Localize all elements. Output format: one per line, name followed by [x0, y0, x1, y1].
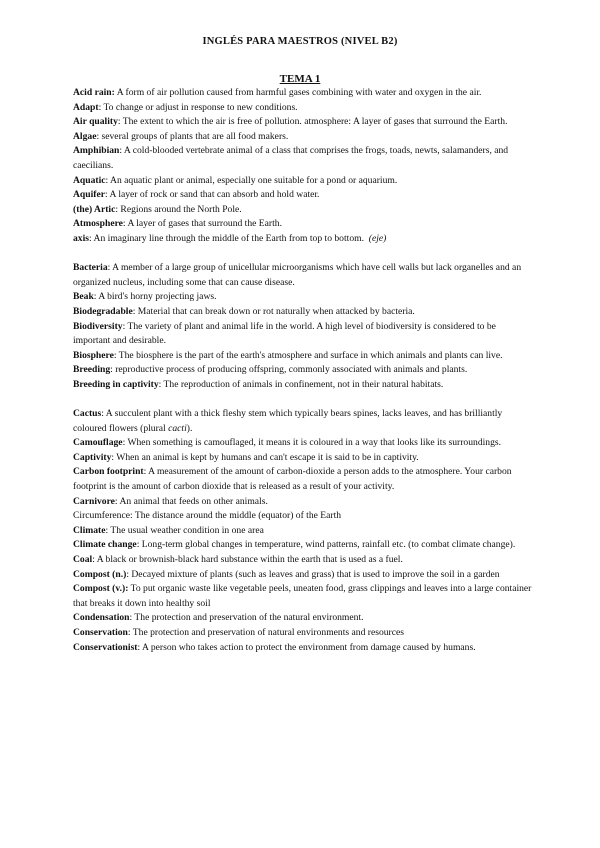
glossary-term: Carnivore [73, 495, 115, 507]
glossary-term: Amphibian [73, 145, 120, 157]
glossary-definition: : When something is camouflaged, it means it is coloured in a way that looks like its surroundings. [122, 437, 502, 449]
glossary-definition: : The protection and preservation of natural environments and resources [127, 626, 404, 638]
glossary-definition: : An aquatic plant or animal, especially one suitable for a pond or aquarium. [105, 174, 398, 186]
glossary-term: Captivity [73, 451, 112, 463]
glossary-definition: : An imaginary line through the middle of the Earth from top to bottom. [89, 232, 364, 244]
section-gap [73, 247, 535, 262]
glossary-definition: : A bird's horny projecting jaws. [93, 291, 217, 303]
glossary-entry [73, 305, 535, 320]
glossary-entry [73, 553, 535, 568]
glossary-term: Biosphere [73, 349, 114, 361]
glossary-definition: : Regions around the North Pole. [115, 203, 242, 215]
glossary-entry [73, 174, 535, 189]
glossary-definition: : An animal that feeds on other animals. [114, 495, 268, 507]
glossary-term: Biodegradable [73, 305, 133, 317]
glossary-term: axis [73, 232, 89, 244]
glossary-definition: : A member of a large group of unicellular microorganisms which have cell walls but lack organelles and an organized nucleus, including some that can cause disease. [73, 262, 522, 288]
glossary-definition: : A cold-blooded vertebrate animal of a class that comprises the frogs, toads, newts, salamanders, and caecilians. [73, 145, 509, 171]
glossary-definition: : A layer of gases that surround the Earth. [122, 218, 282, 230]
glossary-term: Cactus [73, 408, 102, 420]
glossary-term: Compost (n.) [73, 568, 127, 580]
glossary-entry [73, 465, 535, 494]
glossary-term: (the) Artic [73, 203, 116, 215]
glossary-definition: : Material that can break down or rot naturally when attacked by bacteria. [132, 305, 415, 317]
glossary-term: Carbon footprint [73, 466, 144, 478]
glossary-definition: Circumference: The distance around the middle (equator) of the Earth [73, 510, 342, 522]
glossary-entry [73, 582, 535, 611]
glossary-term: Coal [73, 554, 93, 565]
glossary-definition: : Decayed mixture of plants (such as leaves and grass) that is used to improve the soil in a garden [126, 568, 500, 580]
glossary-entry [73, 611, 535, 626]
glossary-entry [73, 130, 535, 145]
glossary-definition: : The biosphere is the part of the earth's atmosphere and surface in which animals and plants can live. [113, 349, 503, 361]
glossary-entry [73, 261, 535, 290]
glossary-entry [73, 641, 535, 656]
glossary-entry [73, 626, 535, 641]
glossary-entry [73, 509, 535, 524]
glossary-definition: : The reproduction of animals in confinement, not in their natural habitats. [158, 378, 444, 390]
glossary-list [73, 86, 535, 655]
glossary-entry [73, 101, 535, 116]
glossary-term: Acid rain: [73, 87, 115, 98]
document-title: INGLÉS PARA MAESTROS (NIVEL B2) [202, 36, 398, 47]
glossary-note: (eje) [368, 232, 387, 244]
glossary-definition: : A measurement of the amount of carbon-dioxide a person adds to the atmosphere. Your carbon footprint is the amount of carbon dioxide that is released as a result of your activity. [73, 466, 512, 493]
glossary-entry [73, 320, 535, 349]
glossary-term: Conservation [73, 626, 128, 638]
glossary-entry [73, 568, 535, 583]
glossary-term: Climate [73, 524, 106, 536]
glossary-definition: : reproductive process of producing offspring, commonly associated with animals and plants. [110, 364, 468, 376]
glossary-definition: : The variety of plant and animal life in the world. A high level of biodiversity is considered to be important and desirable. [73, 320, 496, 347]
glossary-italic: cacti [168, 422, 187, 434]
glossary-entry [73, 86, 535, 101]
glossary-entry [73, 538, 535, 553]
glossary-term: Beak [73, 291, 94, 303]
glossary-entry [73, 232, 535, 247]
glossary-term: Breeding [73, 364, 111, 376]
glossary-term: Algae [73, 130, 97, 142]
glossary-term: Biodiversity [73, 320, 123, 332]
glossary-term: Condensation [73, 612, 130, 624]
glossary-entry [73, 203, 535, 218]
glossary-definition: : To change or adjust in response to new conditions. [98, 101, 298, 113]
glossary-entry [73, 363, 535, 378]
glossary-term: Atmosphere [73, 218, 123, 230]
glossary-definition: : The protection and preservation of the natural environment. [129, 612, 364, 624]
glossary-entry [73, 290, 535, 305]
glossary-entry [73, 451, 535, 466]
glossary-definition: To put organic waste like vegetable peels, uneaten food, grass clippings and leaves into a large container that breaks it down into healthy soil [73, 583, 532, 609]
glossary-term: Aquifer [73, 189, 105, 201]
glossary-definition: : Long-term global changes in temperature, wind patterns, rainfall etc. (to combat climate change). [136, 539, 516, 551]
glossary-term: Conservationist [73, 641, 138, 653]
glossary-term: Bacteria [73, 262, 108, 274]
glossary-definition: : The usual weather condition in one area [105, 524, 264, 536]
glossary-term: Adapt [73, 101, 99, 113]
glossary-definition: : A succulent plant with a thick fleshy stem which typically bears spines, lacks leaves, and has brilliantly coloured flowers (plural [73, 408, 503, 434]
section-title: TEMA 1 [279, 73, 321, 85]
glossary-entry [73, 115, 535, 130]
glossary-entry [73, 378, 535, 393]
glossary-definition: A form of air pollution caused from harmful gases combining with water and oxygen in the air. [114, 87, 482, 98]
glossary-entry [73, 188, 535, 203]
glossary-entry [73, 144, 535, 173]
glossary-definition: : A layer of rock or sand that can absorb and hold water. [104, 189, 320, 201]
glossary-definition: : A black or brownish-black hard substance within the earth that is used as a fuel. [92, 554, 403, 565]
glossary-term: Air quality [73, 116, 118, 128]
glossary-term: Breeding in captivity [73, 378, 159, 390]
glossary-entry [73, 436, 535, 451]
glossary-entry [73, 495, 535, 510]
glossary-entry [73, 349, 535, 364]
glossary-definition: : A person who takes action to protect the environment from damage caused by humans. [137, 641, 476, 653]
glossary-definition: : When an animal is kept by humans and can't escape it is said to be in captivity. [111, 451, 419, 463]
glossary-term: Aquatic [73, 174, 106, 186]
glossary-entry [73, 407, 535, 436]
section-gap [73, 392, 535, 407]
glossary-definition-end: ). [186, 422, 193, 434]
glossary-definition: : several groups of plants that are all food makers. [96, 130, 289, 142]
glossary-entry [73, 217, 535, 232]
glossary-definition: : The extent to which the air is free of pollution. atmosphere: A layer of gases that surround the Earth. [117, 116, 508, 128]
glossary-entry [73, 524, 535, 539]
glossary-term: Compost (v.): [73, 583, 129, 595]
glossary-term: Camouflage [73, 437, 123, 449]
glossary-term: Climate change [73, 539, 137, 551]
